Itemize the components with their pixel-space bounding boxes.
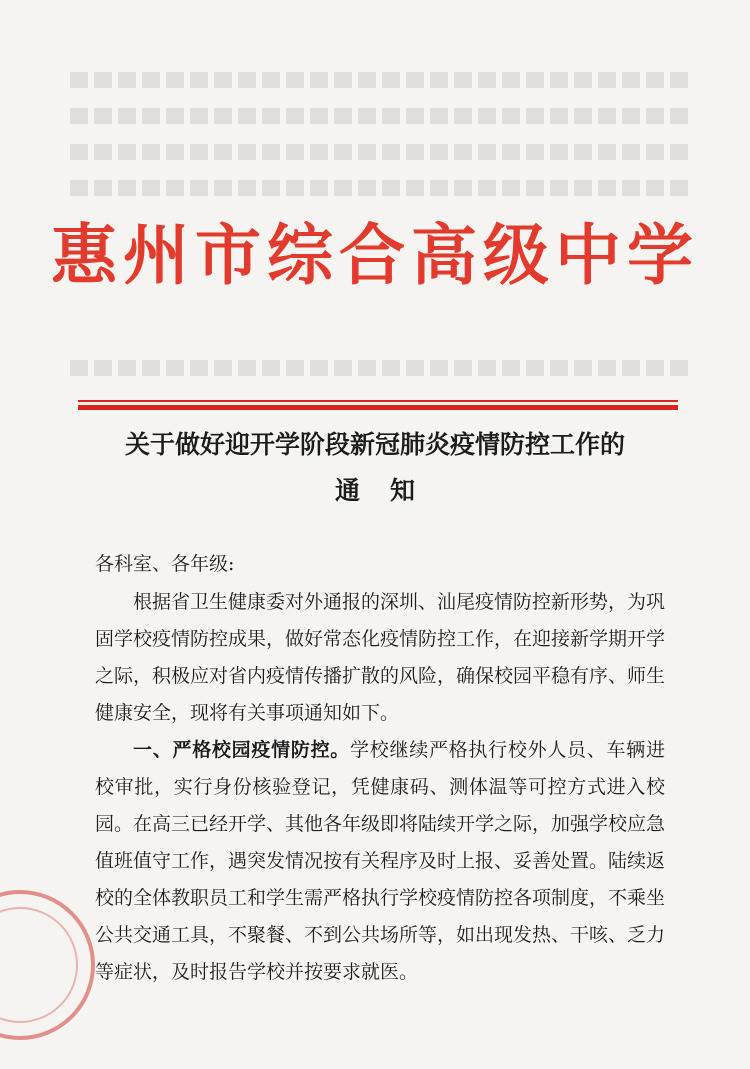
letterhead-rule-thin — [78, 400, 678, 402]
document-title-line2: 通知 — [334, 476, 445, 505]
paragraph-intro: 根据省卫生健康委对外通报的深圳、汕尾疫情防控新形势，为巩固学校疫情防控成果，做好常态化疫情防控工作，在迎接新学期开学之际，积极应对省内疫情传播扩散的风险，确保校园平稳有序、师生健康安全，现将有关事项通知如下。 — [95, 591, 666, 724]
section1-text: 学校继续严格执行校外人员、车辆进校审批，实行身份核验登记，凭健康码、测体温等可控方式进入校园。在高三已经开学、其他各年级即将陆续开学之际，加强学校应急值班值守工作，遇突发情况按有关程序及时上报、妥善处置。陆续返校的全体教职员工和学生需严格执行学校疫情防控各项制度，不乘坐公共交通工具，不聚餐、不到公共场所等，如出现发热、干咳、乏力等症状，及时报告学校并按要求就医。 — [95, 739, 666, 983]
bleed-through-line — [70, 180, 690, 196]
section1-heading: 一、严格校园疫情防控。 — [133, 739, 351, 761]
letterhead-rule-thick — [78, 405, 678, 410]
letterhead-school-name: 惠州市综合高级中学 — [51, 216, 699, 294]
salutation: 各科室、各年级: — [95, 553, 235, 575]
paragraph-section1 — [95, 732, 665, 991]
bleed-through-line — [70, 144, 690, 160]
bleed-through-line — [70, 360, 690, 376]
bleed-through-line — [70, 108, 690, 124]
document-title-line1: 关于做好迎开学阶段新冠肺炎疫情防控工作的 — [124, 430, 625, 459]
bleed-through-line — [70, 72, 690, 88]
